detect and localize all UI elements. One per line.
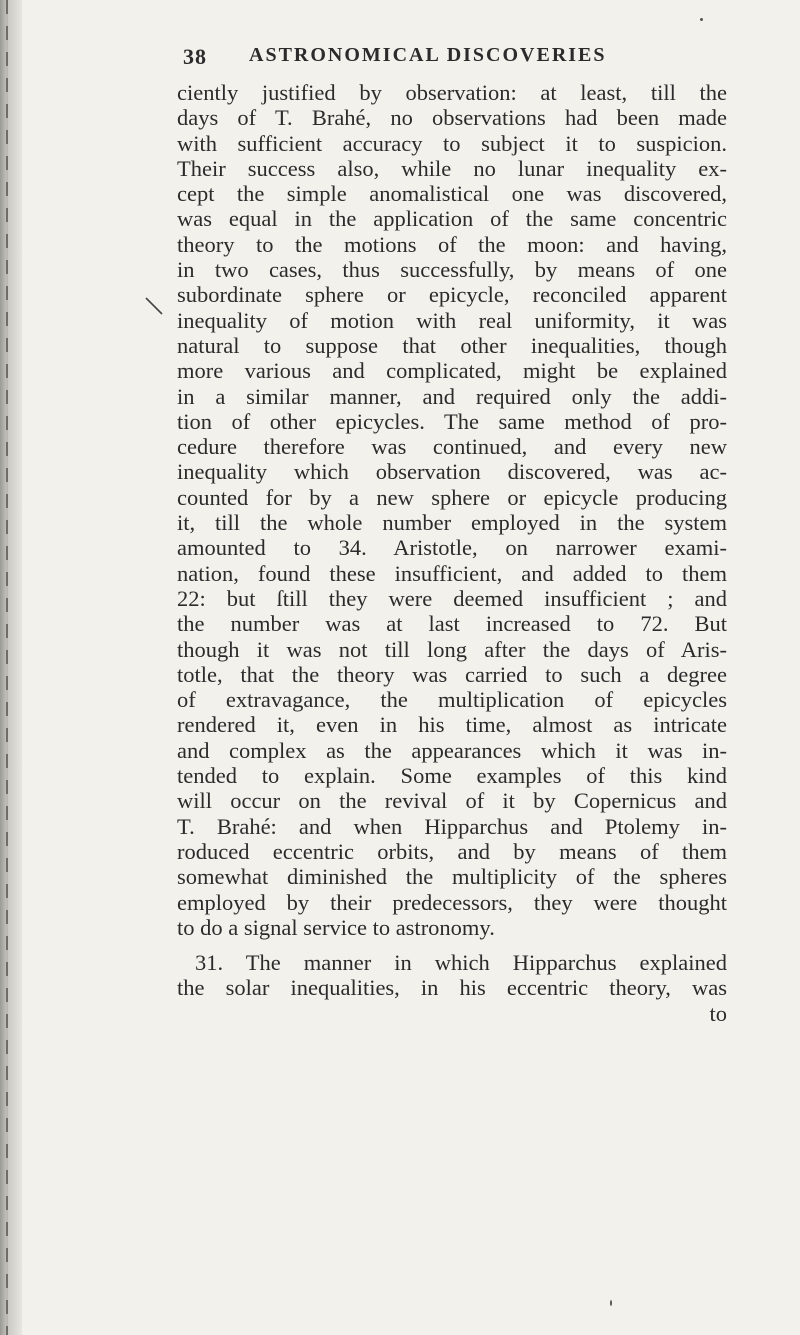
text-line: more various and complicated, might be explained xyxy=(177,358,727,384)
text-line: Their success also, while no lunar inequality ex- xyxy=(177,155,727,181)
text-line: it, till the whole number employed in the system xyxy=(177,510,727,536)
text-line: counted for by a new sphere or epicycle producing xyxy=(177,484,727,510)
running-title: ASTRONOMICAL DISCOVERIES xyxy=(249,44,607,66)
text-line: 22: but ſtill they were deemed insufficient ; and xyxy=(177,585,727,611)
text-line: subordinate sphere or epicycle, reconciled apparent xyxy=(177,282,727,308)
margin-pencil-mark xyxy=(144,296,164,316)
text-line: will occur on the revival of it by Copernicus and xyxy=(177,788,727,814)
text-line: of extravagance, the multiplication of epicycles xyxy=(177,687,727,713)
book-binding-edge xyxy=(0,0,22,1335)
body-text xyxy=(177,80,727,1026)
text-line: rendered it, even in his time, almost as intricate xyxy=(177,712,727,738)
page-header xyxy=(183,44,723,76)
text-line: in a similar manner, and required only the addi- xyxy=(177,383,727,409)
text-line: totle, that the theory was carried to such a degree xyxy=(177,661,727,687)
text-line: employed by their predecessors, they were thought xyxy=(177,889,727,915)
text-line: T. Brahé: and when Hipparchus and Ptolemy in- xyxy=(177,813,727,839)
text-line: amounted to 34. Aristotle, on narrower exami- xyxy=(177,535,727,561)
text-line: inequality which observation discovered, was ac- xyxy=(177,459,727,485)
page-number: 38 xyxy=(183,44,207,69)
section-31-line: 31. The manner in which Hipparchus explained xyxy=(195,950,727,976)
text-line: in two cases, thus successfully, by means of one xyxy=(177,257,727,283)
text-line: cedure therefore was continued, and every new xyxy=(177,434,727,460)
text-line: nation, found these insufficient, and added to them xyxy=(177,560,727,586)
text-line: inequality of motion with real uniformity, it was xyxy=(177,307,727,333)
text-line: cept the simple anomalistical one was discovered, xyxy=(177,181,727,207)
text-line: theory to the motions of the moon: and having, xyxy=(177,231,727,257)
paper-speck xyxy=(610,1300,612,1306)
text-line: tion of other epicycles. The same method of pro- xyxy=(177,408,727,434)
paper-speck xyxy=(700,18,703,21)
text-line: ciently justified by observation: at least, till the xyxy=(177,80,727,105)
text-line: roduced eccentric orbits, and by means of them xyxy=(177,838,727,864)
text-line: days of T. Brahé, no observations had been made xyxy=(177,105,727,131)
text-line: to do a signal service to astronomy. xyxy=(177,914,495,940)
text-line: natural to suppose that other inequalities, though xyxy=(177,332,727,358)
text-line: was equal in the application of the same concentric xyxy=(177,206,727,232)
text-line: though it was not till long after the days of Aris- xyxy=(177,636,727,662)
catchword: to xyxy=(709,1000,727,1026)
text-line: and complex as the appearances which it was in- xyxy=(177,737,727,763)
text-line: somewhat diminished the multiplicity of the spheres xyxy=(177,864,727,890)
text-line: tended to explain. Some examples of this kind xyxy=(177,763,727,789)
section-31-line: the solar inequalities, in his eccentric theory, was xyxy=(177,975,727,1001)
text-line: with sufficient accuracy to subject it to suspicion. xyxy=(177,130,727,156)
text-line: the number was at last increased to 72. But xyxy=(177,611,727,637)
